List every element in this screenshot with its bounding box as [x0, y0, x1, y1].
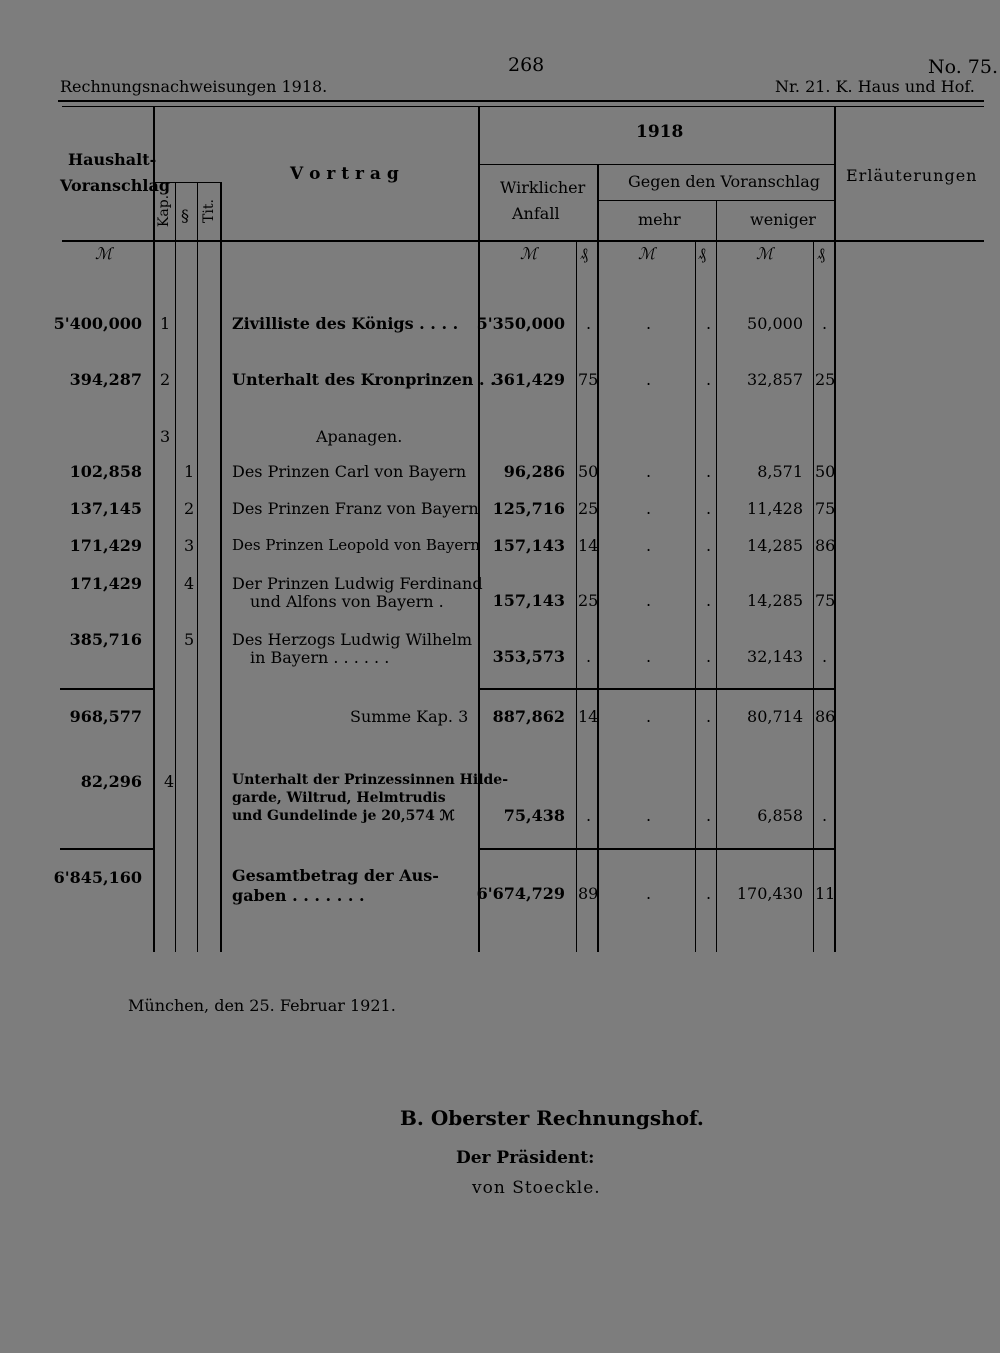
row7-text-line1: Der Prinzen Ludwig Ferdinand: [232, 574, 483, 593]
header-paragraph: §: [181, 206, 189, 225]
row10-budget: 82,296: [80, 772, 142, 791]
row2-less: 32,857: [747, 370, 803, 389]
header-less: weniger: [750, 210, 816, 229]
row6-text: Des Prinzen Leopold von Bayern: [232, 536, 481, 554]
row5-para: 2: [184, 499, 195, 518]
header-year: 1918: [636, 122, 684, 142]
row10-more-pf: .: [706, 806, 712, 825]
table-top-rule: [62, 106, 984, 107]
row4-actual: 96,286: [503, 462, 565, 481]
header-vortrag: V o r t r a g: [290, 164, 399, 184]
col-divider-actual: [597, 164, 599, 952]
row8-text-line1: Des Herzogs Ludwig Wilhelm: [232, 630, 473, 649]
row1-actual: 5'350,000: [476, 314, 565, 333]
row10-text-line3: und Gundelinde je 20,574 ℳ: [232, 808, 455, 824]
row4-less: 8,571: [757, 462, 803, 481]
col-divider-less-pf: [813, 240, 814, 952]
row8-less-pf: .: [822, 647, 828, 666]
row1-more: .: [646, 314, 652, 333]
row7-para: 4: [184, 574, 195, 593]
header-rule: [58, 100, 984, 102]
row10-less: 6,858: [757, 806, 803, 825]
row11-actual: 6'674,729: [476, 884, 565, 903]
row8-actual: 353,573: [492, 647, 565, 666]
row8-text-line2: in Bayern . . . . . .: [250, 648, 390, 667]
row10-less-pf: .: [822, 806, 828, 825]
total-rule-budget: [60, 848, 153, 850]
header-budget-line2: Voranschlag: [60, 176, 171, 195]
row2-less-pf: 25: [815, 370, 836, 389]
row10-text-line1: Unterhalt der Prinzessinnen Hilde-: [232, 772, 509, 788]
row6-less-pf: 86: [815, 536, 836, 555]
row7-actual-pf: 25: [578, 591, 599, 610]
unit-mark-budget: ℳ: [95, 244, 113, 263]
row11-budget: 6'845,160: [53, 868, 142, 887]
row10-kap: 4: [164, 772, 175, 791]
col-divider-vortrag: [478, 106, 480, 952]
col-divider-less: [834, 106, 836, 952]
row4-para: 1: [184, 462, 195, 481]
row2-actual-pf: 75: [578, 370, 599, 389]
unit-pf-more: ₰: [698, 244, 706, 263]
row1-less-pf: .: [822, 314, 828, 333]
page-number: 268: [508, 54, 545, 76]
row7-less: 14,285: [747, 591, 803, 610]
row9-more: .: [646, 707, 652, 726]
row6-para: 3: [184, 536, 195, 555]
row5-budget: 137,145: [69, 499, 142, 518]
row7-text-line2: und Alfons von Bayern .: [250, 592, 444, 611]
header-against: Gegen den Voranschlag: [628, 172, 821, 191]
header-more: mehr: [638, 210, 681, 229]
row9-more-pf: .: [706, 707, 712, 726]
row9-budget: 968,577: [69, 707, 142, 726]
issuing-office: B. Oberster Rechnungshof.: [400, 1106, 704, 1130]
against-rule: [598, 200, 834, 201]
col-divider-more-pf: [695, 240, 696, 952]
row9-less-pf: 86: [815, 707, 836, 726]
table-head-bottom-rule: [62, 240, 984, 242]
sum-rule-values: [480, 688, 834, 690]
row4-budget: 102,858: [69, 462, 142, 481]
row11-more: .: [646, 884, 652, 903]
row5-text: Des Prinzen Franz von Bayern: [232, 499, 479, 518]
row11-more-pf: .: [706, 884, 712, 903]
row7-more-pf: .: [706, 591, 712, 610]
section-reference: Nr. 21. K. Haus und Hof.: [775, 77, 975, 96]
col-divider-budget: [153, 106, 155, 952]
header-kap: Kap.: [156, 194, 172, 228]
row2-budget: 394,287: [69, 370, 142, 389]
unit-pf-less: ₰: [817, 244, 825, 263]
row8-para: 5: [184, 630, 195, 649]
unit-pf-actual: ₰: [580, 244, 588, 263]
row2-more-pf: .: [706, 370, 712, 389]
year-rule: [480, 164, 834, 165]
row11-less-pf: 11: [815, 884, 836, 903]
row11-actual-pf: 89: [578, 884, 599, 903]
row8-actual-pf: .: [586, 647, 592, 666]
row8-more-pf: .: [706, 647, 712, 666]
row10-more: .: [646, 806, 652, 825]
sum-rule-budget: [60, 688, 153, 690]
row1-actual-pf: .: [586, 314, 592, 333]
row10-actual-pf: .: [586, 806, 592, 825]
row5-more: .: [646, 499, 652, 518]
row11-text-line1: Gesamtbetrag der Aus-: [232, 866, 439, 885]
total-rule-values: [480, 848, 834, 850]
row4-text: Des Prinzen Carl von Bayern: [232, 462, 467, 481]
row2-actual: 361,429: [492, 370, 565, 389]
row5-less: 11,428: [747, 499, 803, 518]
row3-heading: Apanagen.: [316, 427, 403, 446]
row5-less-pf: 75: [815, 499, 836, 518]
row7-actual: 157,143: [492, 591, 565, 610]
col-divider-tit: [220, 182, 222, 952]
row5-more-pf: .: [706, 499, 712, 518]
row4-less-pf: 50: [815, 462, 836, 481]
row6-more: .: [646, 536, 652, 555]
col-divider-more: [716, 200, 717, 952]
row7-budget: 171,429: [69, 574, 142, 593]
unit-mark-actual: ℳ: [520, 244, 538, 263]
running-title: Rechnungsnachweisungen 1918.: [60, 77, 328, 96]
col-divider-kap: [175, 182, 176, 952]
row9-text: Summe Kap. 3: [350, 707, 469, 726]
row11-text-line2: gaben . . . . . . .: [232, 886, 365, 905]
row8-budget: 385,716: [69, 630, 142, 649]
unit-mark-more: ℳ: [638, 244, 656, 263]
row1-less: 50,000: [747, 314, 803, 333]
row7-more: .: [646, 591, 652, 610]
header-actual-line1: Wirklicher: [500, 178, 586, 197]
row1-more-pf: .: [706, 314, 712, 333]
header-tit: Tit.: [201, 199, 217, 223]
row9-actual: 887,862: [492, 707, 565, 726]
signatory-role: Der Präsident:: [456, 1148, 595, 1168]
row6-actual: 157,143: [492, 536, 565, 555]
col-divider-actual-pf: [576, 240, 577, 952]
row8-more: .: [646, 647, 652, 666]
document-number: No. 75.: [928, 56, 999, 78]
row2-text: Unterhalt des Kronprinzen . .: [232, 370, 496, 389]
row4-actual-pf: 50: [578, 462, 599, 481]
header-actual-line2: Anfall: [512, 204, 560, 223]
row9-actual-pf: 14: [578, 707, 599, 726]
row6-less: 14,285: [747, 536, 803, 555]
row3-kap: 3: [160, 427, 171, 446]
row6-budget: 171,429: [69, 536, 142, 555]
row10-text-line2: garde, Wiltrud, Helmtrudis: [232, 790, 446, 806]
row1-text: Zivilliste des Königs . . . .: [232, 314, 459, 333]
col-divider-para: [197, 182, 198, 952]
row1-budget: 5'400,000: [53, 314, 142, 333]
row11-less: 170,430: [736, 884, 803, 903]
row6-actual-pf: 14: [578, 536, 599, 555]
header-budget-line1: Haushalt-: [68, 150, 157, 169]
row5-actual: 125,716: [492, 499, 565, 518]
row9-less: 80,714: [747, 707, 803, 726]
row2-more: .: [646, 370, 652, 389]
row4-more: .: [646, 462, 652, 481]
header-notes: Erläuterungen: [846, 166, 978, 185]
row10-actual: 75,438: [503, 806, 565, 825]
unit-mark-less: ℳ: [756, 244, 774, 263]
row5-actual-pf: 25: [578, 499, 599, 518]
row8-less: 32,143: [747, 647, 803, 666]
row6-more-pf: .: [706, 536, 712, 555]
row7-less-pf: 75: [815, 591, 836, 610]
row2-kap: 2: [160, 370, 171, 389]
signatory-name: von Stoeckle.: [472, 1178, 601, 1198]
row4-more-pf: .: [706, 462, 712, 481]
place-and-date: München, den 25. Februar 1921.: [128, 996, 396, 1015]
row1-kap: 1: [160, 314, 171, 333]
